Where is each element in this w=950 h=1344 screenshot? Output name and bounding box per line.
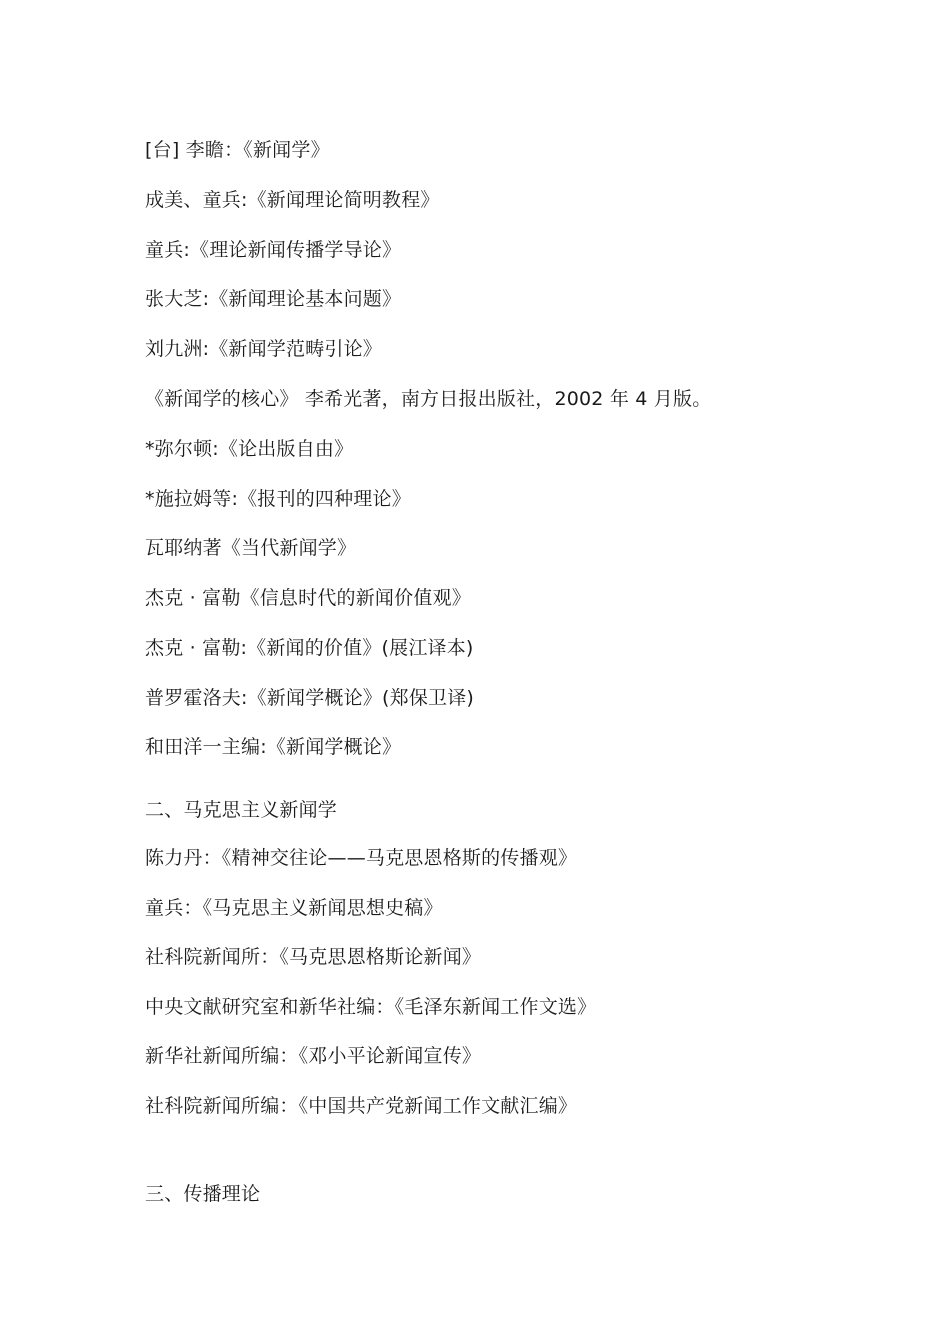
reference-item: 新华社新闻所编：《邓小平论新闻宣传》 [145,1045,482,1067]
reference-item: 杰克 · 富勒:《新闻的价值》(展江译本) [145,637,474,659]
reference-item: [台] 李瞻：《新闻学》 [145,139,330,161]
reference-item: 陈力丹：《精神交往论——马克思恩格斯的传播观》 [145,847,578,869]
reference-item: 普罗霍洛夫:《新闻学概论》(郑保卫译) [145,687,475,709]
section-heading: 三、传播理论 [145,1183,261,1205]
reference-item: *弥尔顿:《论出版自由》 [145,438,354,460]
reference-item: 社科院新闻所编：《中国共产党新闻工作文献汇编》 [145,1095,578,1117]
reference-item: 成美、童兵:《新闻理论简明教程》 [145,189,440,211]
reference-item: 张大芝:《新闻理论基本问题》 [145,288,402,310]
reference-item: 刘九洲:《新闻学范畴引论》 [145,338,383,360]
reference-item: 社科院新闻所：《马克思恩格斯论新闻》 [145,946,482,968]
reference-item: 和田洋一主编:《新闻学概论》 [145,736,402,758]
section-heading: 二、马克思主义新闻学 [145,799,338,821]
reference-item: 童兵:《理论新闻传播学导论》 [145,239,402,261]
reference-item: 童兵：《马克思主义新闻思想史稿》 [145,897,443,919]
reference-item: 《新闻学的核心》 李希光著，南方日报出版社，2002 年 4 月版。 [145,388,712,410]
reference-item: *施拉姆等:《报刊的四种理论》 [145,488,411,510]
reference-item: 中央文献研究室和新华社编：《毛泽东新闻工作文选》 [145,996,597,1018]
reference-item: 瓦耶纳著《当代新闻学》 [145,537,357,559]
reference-item: 杰克 · 富勒《信息时代的新闻价值观》 [145,587,471,609]
